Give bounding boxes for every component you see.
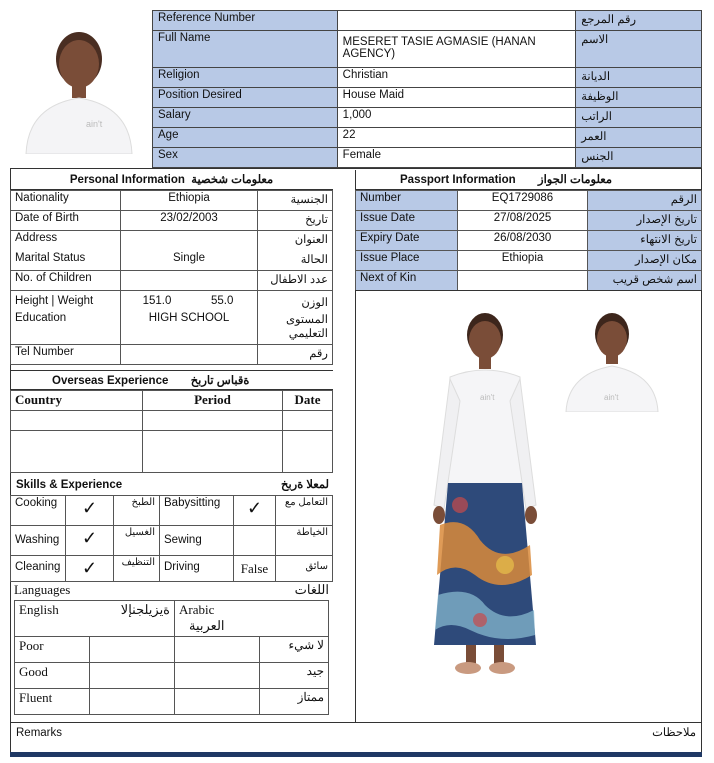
- reference-label: Reference Number: [153, 11, 338, 31]
- cleaning-label-ar: التنظيف: [114, 556, 160, 582]
- personal-info-title: Personal Information معلومات شخصية: [10, 170, 333, 190]
- sewing-value: [234, 526, 276, 556]
- expiry-date-label-ar: تاريخ الانتهاء: [588, 231, 702, 251]
- dob-label: Date of Birth: [11, 211, 121, 231]
- religion-value: Christian: [337, 68, 576, 88]
- date-header: Date: [283, 391, 333, 411]
- full-body-photo: [420, 305, 550, 685]
- poor-label: Poor: [15, 637, 90, 663]
- good-label-ar: جيد: [260, 663, 329, 689]
- weight-value: 55.0: [211, 295, 234, 307]
- babysitting-label: Babysitting: [160, 496, 234, 526]
- age-label-ar: العمر: [576, 128, 702, 148]
- remarks-row: [10, 722, 702, 752]
- period-header: Period: [143, 391, 283, 411]
- overseas-table: [10, 390, 333, 473]
- babysitting-label-ar: التعامل مع: [276, 496, 333, 526]
- height-value: 151.0: [142, 295, 172, 307]
- address-value: [121, 231, 258, 251]
- passport-info-title: Passport Information معلومات الجواز: [355, 170, 702, 190]
- fluent-label-ar: ممتاز: [260, 689, 329, 715]
- fullname-value: MESERET TASIE AGMASIE (HANAN AGENCY): [337, 31, 576, 68]
- fluent-label: Fluent: [15, 689, 90, 715]
- english-label: English: [19, 602, 59, 617]
- children-label: No. of Children: [11, 271, 121, 291]
- passport-number-label: Number: [356, 191, 458, 211]
- height-weight-label: Height | Weight: [11, 291, 121, 311]
- small-portrait-photo: [562, 308, 662, 412]
- footer-bar: [10, 752, 702, 757]
- fullname-label-ar: الاسم: [576, 31, 702, 68]
- issue-date-label-ar: تاريخ الإصدار: [588, 211, 702, 231]
- skills-title: Skills & Experience لمعلا ةربخ: [16, 479, 329, 491]
- position-value: House Maid: [337, 88, 576, 108]
- shirt-text: ain't: [480, 393, 495, 402]
- height-weight-label-ar: الوزن: [258, 291, 333, 311]
- address-label: Address: [11, 231, 121, 251]
- marital-label-ar: الحالة: [258, 251, 333, 271]
- education-value: HIGH SCHOOL: [121, 311, 258, 345]
- sex-label: Sex: [153, 148, 338, 168]
- issue-place-label: Issue Place: [356, 251, 458, 271]
- driving-label-ar: سائق: [276, 556, 333, 582]
- next-of-kin-label-ar: اسم شخص قريب: [588, 271, 702, 291]
- cleaning-check-icon: ✓: [66, 556, 114, 582]
- children-value: [121, 271, 258, 291]
- header-row-reference: [153, 11, 702, 31]
- shirt-text: ain't: [86, 119, 103, 129]
- dob-value: 23/02/2003: [121, 211, 258, 231]
- table-row: [11, 411, 333, 431]
- driving-value: False: [234, 556, 276, 582]
- cooking-check-icon: ✓: [66, 496, 114, 526]
- fullname-label: Full Name: [153, 31, 338, 68]
- tel-value: [121, 345, 258, 365]
- header-row-fullname: [153, 31, 702, 68]
- good-label: Good: [15, 663, 90, 689]
- cleaning-label: Cleaning: [11, 556, 66, 582]
- languages-title: Languages اللغات: [14, 582, 329, 597]
- sewing-label: Sewing: [160, 526, 234, 556]
- salary-label: Salary: [153, 108, 338, 128]
- issue-place-value: Ethiopia: [458, 251, 588, 271]
- passport-table: [355, 190, 702, 291]
- expiry-date-label: Expiry Date: [356, 231, 458, 251]
- position-label: Position Desired: [153, 88, 338, 108]
- portrait-photo: [14, 14, 144, 154]
- nationality-label-ar: الجنسية: [258, 191, 333, 211]
- position-label-ar: الوظيفة: [576, 88, 702, 108]
- salary-value: 1,000: [337, 108, 576, 128]
- languages-table: [14, 600, 329, 715]
- reference-value: [337, 11, 576, 31]
- issue-place-label-ar: مكان الإصدار: [588, 251, 702, 271]
- shirt-text: ain't: [604, 393, 619, 402]
- cooking-label-ar: الطبخ: [114, 496, 160, 526]
- children-label-ar: عدد الاطفال: [258, 271, 333, 291]
- washing-label: Washing: [11, 526, 66, 556]
- nationality-value: Ethiopia: [121, 191, 258, 211]
- next-of-kin-value: [458, 271, 588, 291]
- skills-table: [10, 495, 333, 582]
- tel-label: Tel Number: [11, 345, 121, 365]
- personal-info-table: [10, 190, 333, 365]
- overseas-title: Overseas Experience ةقباس تاربخ: [10, 370, 333, 390]
- issue-date-value: 27/08/2025: [458, 211, 588, 231]
- washing-label-ar: الغسيل: [114, 526, 160, 556]
- age-value: 22: [337, 128, 576, 148]
- tel-label-ar: رقم: [258, 345, 333, 365]
- header-table: [152, 10, 702, 168]
- passport-number-value: EQ1729086: [458, 191, 588, 211]
- marital-label: Marital Status: [11, 251, 121, 271]
- salary-label-ar: الراتب: [576, 108, 702, 128]
- nationality-label: Nationality: [11, 191, 121, 211]
- next-of-kin-label: Next of Kin: [356, 271, 458, 291]
- education-label: Education: [11, 311, 121, 345]
- cooking-label: Cooking: [11, 496, 66, 526]
- poor-label-ar: لا شيء: [260, 637, 329, 663]
- address-label-ar: العنوان: [258, 231, 333, 251]
- age-label: Age: [153, 128, 338, 148]
- sex-label-ar: الجنس: [576, 148, 702, 168]
- expiry-date-value: 26/08/2030: [458, 231, 588, 251]
- table-row: [11, 431, 333, 473]
- babysitting-check-icon: ✓: [234, 496, 276, 526]
- washing-check-icon: ✓: [66, 526, 114, 556]
- driving-label: Driving: [160, 556, 234, 582]
- remarks-label-ar: ملاحظات: [652, 727, 696, 739]
- dob-label-ar: تاريخ: [258, 211, 333, 231]
- arabic-label-ar: العربية: [189, 618, 225, 633]
- country-header: Country: [11, 391, 143, 411]
- marital-value: Single: [121, 251, 258, 271]
- reference-label-ar: رقم المرجع: [576, 11, 702, 31]
- education-label-ar: المستوى التعليمي: [258, 311, 333, 345]
- remarks-label: Remarks: [16, 727, 63, 739]
- english-label-ar: ةيزيلجنإلا: [120, 602, 170, 617]
- issue-date-label: Issue Date: [356, 211, 458, 231]
- sex-value: Female: [337, 148, 576, 168]
- religion-label: Religion: [153, 68, 338, 88]
- passport-number-label-ar: الرقم: [588, 191, 702, 211]
- arabic-label: Arabic: [179, 602, 215, 617]
- sewing-label-ar: الخياطة: [276, 526, 333, 556]
- religion-label-ar: الديانة: [576, 68, 702, 88]
